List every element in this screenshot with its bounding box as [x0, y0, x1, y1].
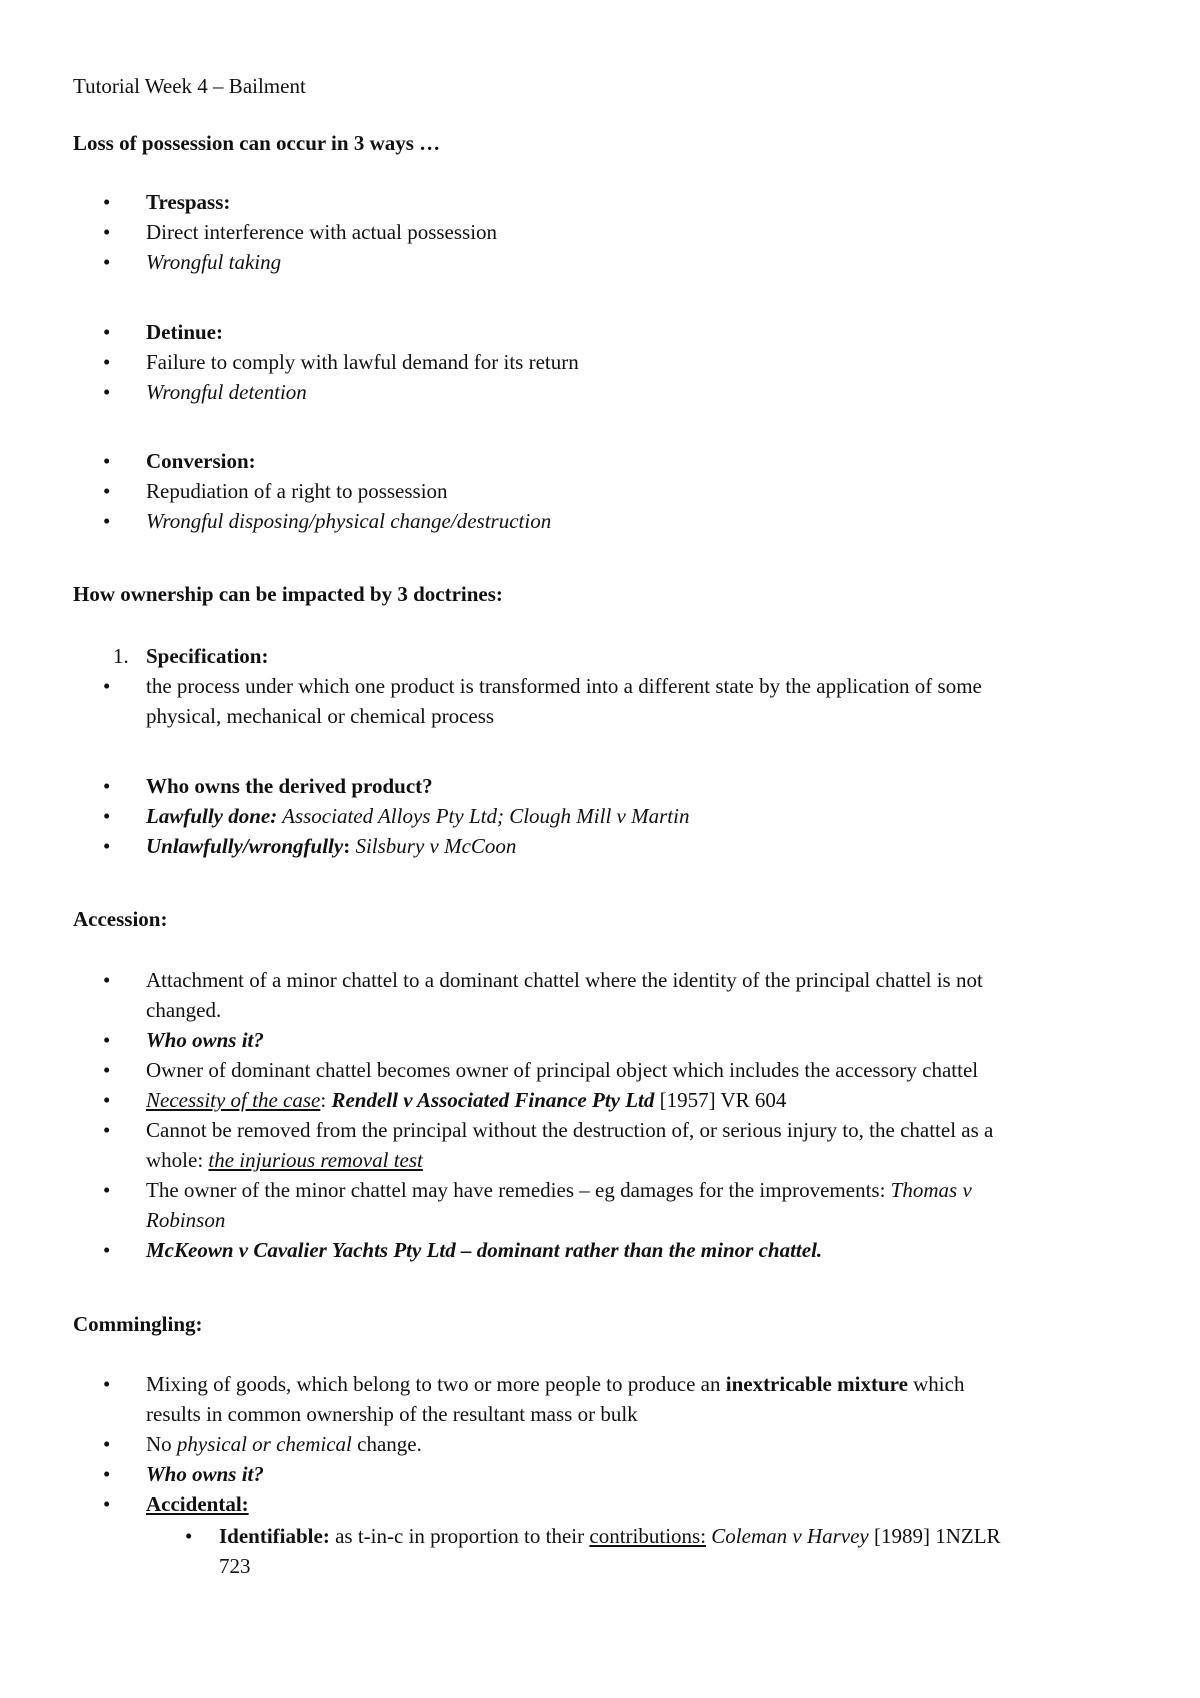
section-heading-accession: Accession: — [73, 907, 168, 931]
bullet: • — [103, 350, 111, 374]
list-item-text: Owner of dominant chattel becomes owner of principal object which includes the accessory chattel — [146, 1058, 979, 1082]
case-name: Thomas v — [890, 1178, 972, 1202]
bullet: • — [103, 380, 111, 404]
bullet: • — [103, 449, 111, 473]
citation: [1957] VR 604 — [654, 1088, 787, 1112]
list-item-text: Who owns the derived product? — [146, 774, 433, 798]
list-item-text: Accidental: — [146, 1492, 249, 1516]
bullet: • — [103, 250, 111, 274]
bullet: • — [103, 674, 111, 698]
bullet: • — [103, 1492, 111, 1516]
bullet: • — [103, 1118, 111, 1142]
list-item-text: Repudiation of a right to possession — [146, 479, 448, 503]
bullet: • — [103, 479, 111, 503]
section-heading-possession: Loss of possession can occur in 3 ways … — [73, 131, 441, 155]
text: as t-in-c in proportion to their — [329, 1524, 590, 1548]
identifiable-label: Identifiable: — [219, 1524, 330, 1548]
bullet: • — [103, 1028, 111, 1052]
citation: [1989] 1NZLR — [868, 1524, 1001, 1548]
text: No — [146, 1432, 177, 1456]
list-item-text: McKeown v Cavalier Yachts Pty Ltd – dominant rather than the minor chattel. — [146, 1238, 823, 1262]
list-item-text: Direct interference with actual possession — [146, 220, 498, 244]
text: which — [907, 1372, 965, 1396]
term-conversion: Conversion: — [146, 449, 256, 473]
bullet: • — [103, 509, 111, 533]
text: physical or chemical — [176, 1432, 352, 1456]
list-item-text — [146, 800, 689, 832]
bullet: • — [103, 320, 111, 344]
bullet: • — [103, 834, 111, 858]
text: change. — [351, 1432, 422, 1456]
list-item-text: Who owns it? — [146, 1462, 264, 1486]
colon: : — [343, 834, 351, 858]
case-name: Silsbury v McCoon — [350, 834, 517, 858]
term-specification: Specification: — [146, 644, 269, 668]
bullet: • — [103, 190, 111, 214]
unlawful-label: Unlawfully/wrongfully — [146, 834, 344, 858]
list-item-text: Failure to comply with lawful demand for its return — [146, 350, 579, 374]
list-item-text: results in common ownership of the resultant mass or bulk — [146, 1402, 638, 1426]
bullet: • — [103, 220, 111, 244]
case-name: Coleman v Harvey — [706, 1524, 869, 1548]
bullet: • — [103, 804, 111, 828]
list-item-text — [146, 1084, 786, 1116]
list-item-text: Wrongful taking — [146, 250, 282, 274]
list-item-text: Wrongful disposing/physical change/destruction — [146, 509, 552, 533]
lawful-label: Lawfully done: — [146, 804, 278, 828]
case-name: Robinson — [146, 1208, 226, 1232]
bullet: • — [103, 1178, 111, 1202]
list-item-text — [146, 1428, 422, 1460]
list-item-text: physical, mechanical or chemical process — [146, 704, 495, 728]
list-item-text — [146, 1144, 423, 1176]
injurious-removal-test: the injurious removal test — [208, 1148, 423, 1172]
term-trespass: Trespass: — [146, 190, 231, 214]
list-item-text: Who owns it? — [146, 1028, 264, 1052]
sub-bullet: • — [185, 1524, 193, 1548]
bullet: • — [103, 1462, 111, 1486]
bullet: • — [103, 1238, 111, 1262]
section-heading-commingling: Commingling: — [73, 1312, 203, 1336]
text: Mixing of goods, which belong to two or more people to produce an — [146, 1372, 726, 1396]
list-item-text — [146, 1174, 972, 1206]
list-item-text: Attachment of a minor chattel to a dominant chattel where the identity of the principal chattel is not — [146, 968, 983, 992]
list-item-text: the process under which one product is transformed into a different state by the application of some — [146, 674, 982, 698]
inextricable-mixture: inextricable mixture — [725, 1372, 908, 1396]
term-detinue: Detinue: — [146, 320, 223, 344]
bullet: • — [103, 1432, 111, 1456]
citation: 723 — [219, 1554, 251, 1578]
text: whole: — [146, 1148, 209, 1172]
list-item-text: changed. — [146, 998, 222, 1022]
list-item-text — [146, 1368, 964, 1400]
list-item-text — [146, 830, 516, 862]
list-item-text: Wrongful detention — [146, 380, 307, 404]
bullet: • — [103, 1372, 111, 1396]
contributions: contributions: — [589, 1524, 707, 1548]
bullet: • — [103, 1088, 111, 1112]
bullet: • — [103, 1058, 111, 1082]
document-title: Tutorial Week 4 – Bailment — [73, 74, 306, 98]
list-number: 1. — [113, 644, 129, 668]
bullet: • — [103, 968, 111, 992]
case-names: Associated Alloys Pty Ltd; Clough Mill v Martin — [277, 804, 690, 828]
colon: : — [320, 1088, 332, 1112]
text: The owner of the minor chattel may have remedies – eg damages for the improvements: — [146, 1178, 891, 1202]
bullet: • — [103, 774, 111, 798]
necessity-term: Necessity of the case — [146, 1088, 321, 1112]
case-name: Rendell v Associated Finance Pty Ltd — [331, 1088, 655, 1112]
section-heading-ownership: How ownership can be impacted by 3 doctrines: — [73, 582, 503, 606]
list-item-text: Cannot be removed from the principal without the destruction of, or serious injury to, the chattel as a — [146, 1118, 994, 1142]
list-item-text — [219, 1520, 1001, 1552]
